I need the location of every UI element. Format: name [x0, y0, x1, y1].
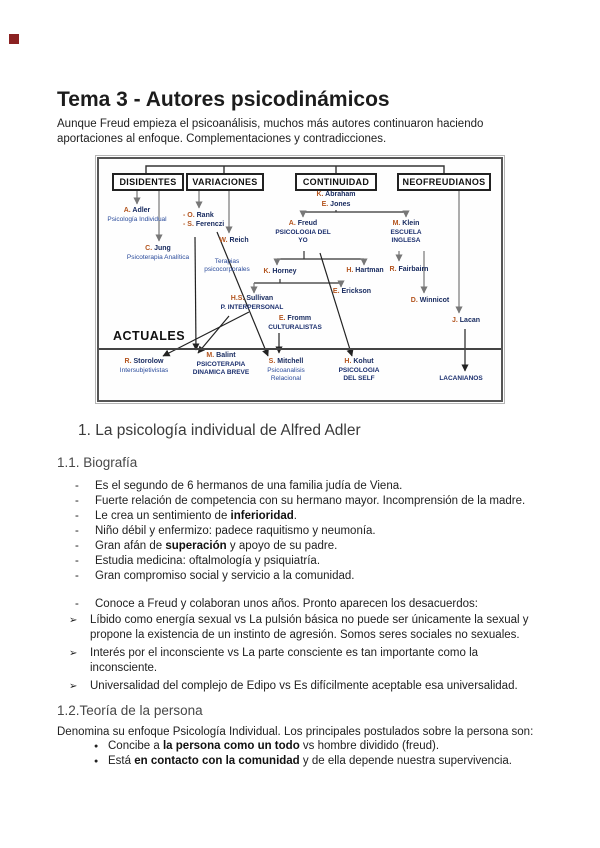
header-variaciones: VARIACIONES: [186, 173, 264, 191]
section-1-2-heading: 1.2.Teoría de la persona: [57, 703, 203, 718]
node-kohut: H. Kohut PSICOLOGIA DEL SELF: [338, 358, 380, 382]
node-lacan: J. Lacan: [451, 317, 481, 324]
node-abraham: K. Abraham: [316, 191, 356, 198]
disagreement-bullet: ➢ Universalidad del complejo de Edipo vs Es difícilmente aceptable esa universalidad.: [57, 679, 539, 694]
authors-diagram: [97, 157, 503, 402]
bio-bullet: - Gran afán de superación y apoyo de su padre.: [57, 539, 545, 554]
disagreement-bullet: ➢ Líbido como energía sexual vs La pulsión básica no puede ser únicamente la sexual y propone la existencia de un instinto de agresión. Somos seres sociales no sexuales.: [57, 613, 539, 643]
bio-bullet: - Es el segundo de 6 hermanos de una familia judía de Viena.: [57, 479, 545, 494]
node-rank-ferenczi: - O. Rank - S. Ferenczi: [183, 212, 225, 228]
section-1-heading: 1. La psicología individual de Alfred Adler: [78, 422, 361, 439]
node-sullivan: H.S. Sullivan P. INTERPERSONAL: [220, 295, 284, 311]
bio-bullet: - Estudia medicina: oftalmología y psiquiatría.: [57, 554, 545, 569]
node-anna-freud: A. Freud PSICOLOGIA DEL YO: [275, 220, 331, 244]
disagreement-bullet: ➢ Interés por el inconsciente vs La parte consciente es tan importante como la inconsciente.: [57, 646, 539, 676]
bio-bullet: - Fuerte relación de competencia con su hermano mayor. Incomprensión de la madre.: [57, 494, 545, 509]
node-balint: M. Balint PSICOTERAPIA DINAMICA BREVE: [192, 352, 250, 376]
node-winnicot: D. Winnicot: [410, 297, 450, 304]
teoria-list: [57, 739, 545, 769]
node-fromm: E. Fromm CULTURALISTAS: [268, 315, 322, 331]
actuales-label: ACTUALES: [113, 329, 186, 343]
doc-title: Tema 3 - Autores psicodinámicos: [57, 88, 390, 111]
disagreements-list: [57, 613, 539, 697]
header-neofreudianos: NEOFREUDIANOS: [397, 173, 491, 191]
node-hartman: H. Hartman: [346, 267, 384, 274]
node-storolow: R. Storolow Intersubjetivistas: [119, 358, 169, 374]
node-klein: M. Klein ESCUELA INGLESA: [390, 220, 422, 244]
bio-bullet: - Gran compromiso social y servicio a la comunidad.: [57, 569, 545, 584]
teoria-bullet: ● Concibe a la persona como un todo vs hombre dividido (freud).: [57, 739, 545, 754]
teoria-bullet: ● Está en contacto con la comunidad y de ella depende nuestra supervivencia.: [57, 754, 545, 769]
node-lacanianos: LACANIANOS: [439, 375, 483, 382]
node-jones: E. Jones: [321, 201, 351, 208]
node-terapias: Terapias psicocorporales: [204, 258, 250, 273]
bio-bullet: - Niño débil y enfermizo: padece raquitismo y neumonía.: [57, 524, 545, 539]
biography-list: [57, 479, 545, 584]
teoria-intro: Denomina su enfoque Psicología Individual. Los principales postulados sobre la persona son:: [57, 726, 534, 738]
node-erickson: E. Erickson: [332, 288, 372, 295]
node-adler: A. Adler Psicología Individual: [107, 207, 167, 223]
intro-paragraph: Aunque Freud empieza el psicoanálisis, muchos más autores continuaron haciendo aportaciones al enfoque. Complementaciones y contradicciones.: [57, 118, 484, 145]
node-fairbairn: R. Fairbairn: [389, 266, 429, 273]
node-jung: C. Jung Psicoterapia Analítica: [126, 245, 190, 261]
section-1-1-heading: 1.1. Biografía: [57, 455, 138, 470]
freud-collaboration-bullet: - Conoce a Freud y colaboran unos años. Pronto aparecen los desacuerdos:: [57, 597, 545, 612]
node-mitchell: S. Mitchell Psicoanalisis Relacional: [267, 358, 305, 382]
node-horney: K. Horney: [263, 268, 297, 275]
node-reich: W. Reich: [219, 237, 249, 244]
bio-bullet: - Le crea un sentimiento de inferioridad.: [57, 509, 545, 524]
header-continuidad: CONTINUIDAD: [295, 173, 377, 191]
corner-marker: [9, 34, 19, 44]
header-disidentes: DISIDENTES: [112, 173, 184, 191]
